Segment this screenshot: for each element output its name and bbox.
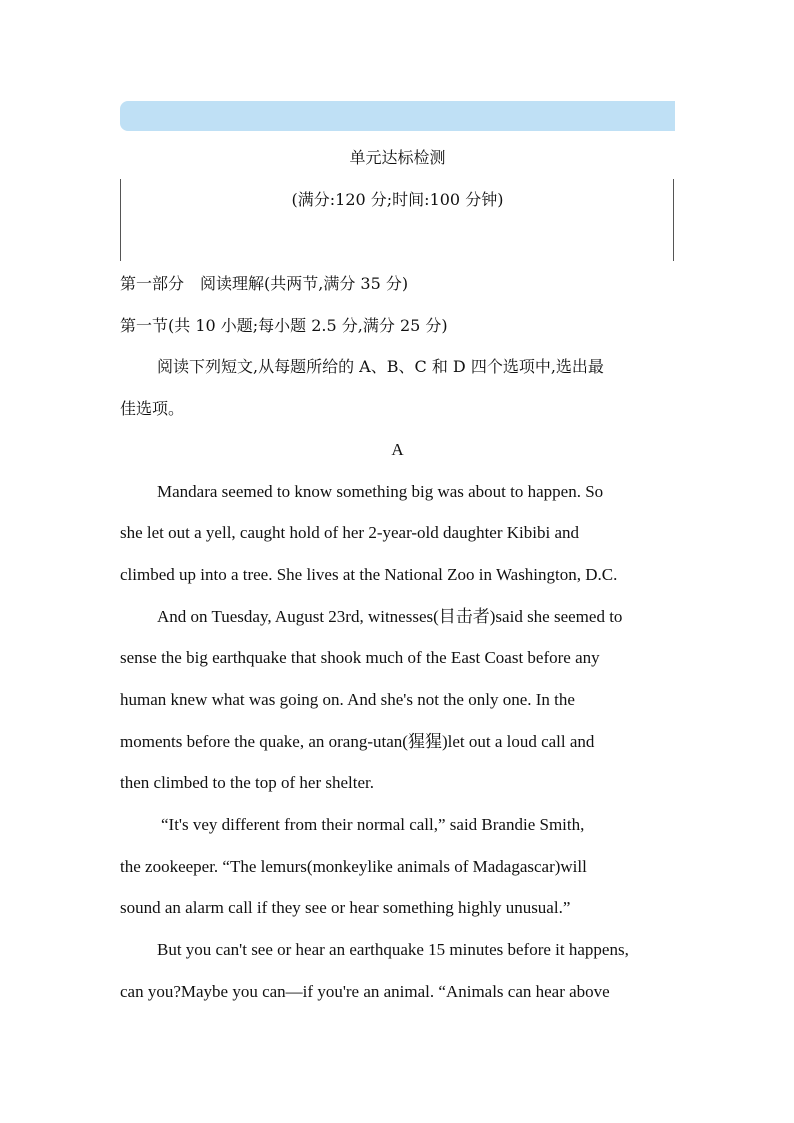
passage-line: But you can't see or hear an earthquake 15 minutes before it happens, xyxy=(157,940,629,959)
document-subtitle: (满分:120 分;时间:100 分钟) xyxy=(291,190,504,209)
passage-line: Mandara seemed to know something big was about to happen. So xyxy=(157,482,604,501)
passage-line: sound an alarm call if they see or hear something highly unusual.” xyxy=(120,898,571,917)
passage-label: A xyxy=(391,440,404,459)
header-band xyxy=(120,101,675,131)
passage-line: moments before the quake, an orang-utan(猩猩)let out a loud call and xyxy=(120,732,595,751)
document-title: 单元达标检测 xyxy=(349,148,446,167)
passage-line: climbed up into a tree. She lives at the National Zoo in Washington, D.C. xyxy=(120,565,618,584)
passage-line: human knew what was going on. And she's not the only one. In the xyxy=(120,690,575,709)
passage-line: “It's vey different from their normal call,” said Brandie Smith, xyxy=(161,815,585,834)
passage-line: sense the big earthquake that shook much of the East Coast before any xyxy=(120,648,600,667)
passage-line: And on Tuesday, August 23rd, witnesses(目击者)said she seemed to xyxy=(157,607,623,626)
passage-line: she let out a yell, caught hold of her 2-year-old daughter Kibibi and xyxy=(120,523,579,542)
passage-line: can you?Maybe you can—if you're an animal. “Animals can hear above xyxy=(120,982,610,1001)
instruction-line-1: 阅读下列短文,从每题所给的 A、B、C 和 D 四个选项中,选出最 xyxy=(157,357,604,376)
section-heading: 第一节(共 10 小题;每小题 2.5 分,满分 25 分) xyxy=(120,316,448,335)
part-heading: 第一部分 阅读理解(共两节,满分 35 分) xyxy=(120,274,409,293)
instruction-line-2: 佳选项。 xyxy=(120,399,185,418)
passage-line: the zookeeper. “The lemurs(monkeylike animals of Madagascar)will xyxy=(120,857,587,876)
passage-line: then climbed to the top of her shelter. xyxy=(120,773,374,792)
